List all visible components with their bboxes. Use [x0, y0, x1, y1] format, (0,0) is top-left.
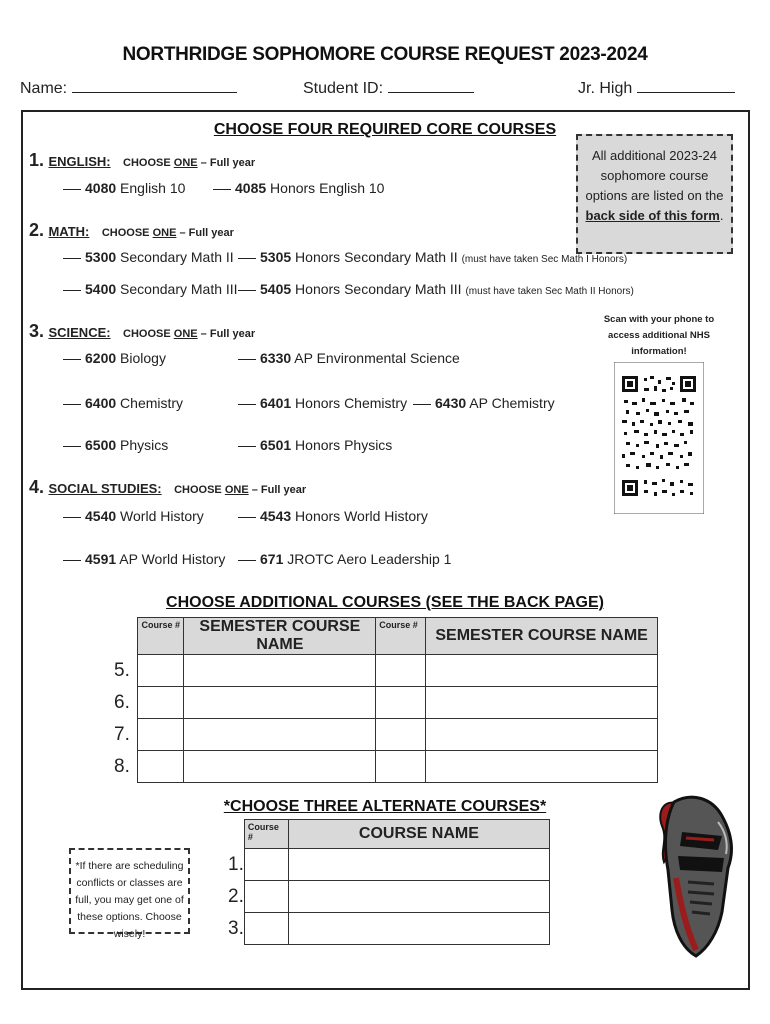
option-4540[interactable] — [63, 508, 204, 524]
additional-courses-table — [108, 617, 658, 783]
option-code: 5400 — [85, 281, 117, 297]
row-number: 5. — [108, 655, 138, 687]
option-label: Honors English 10 — [270, 180, 385, 196]
col-alt-course-number: Course # — [244, 820, 288, 849]
option-label: JROTC Aero Leadership 1 — [287, 551, 452, 567]
course-name-cell[interactable] — [288, 849, 549, 881]
col-course-number: Course # — [138, 618, 184, 655]
math-label: MATH: — [48, 224, 90, 239]
option-code: 6500 — [85, 437, 117, 453]
info-text: All additional 2023-24 sophomore course options are listed on the — [585, 148, 724, 203]
option-label: AP World History — [119, 551, 226, 567]
course-number-cell[interactable] — [376, 655, 426, 687]
table-row — [108, 719, 658, 751]
course-number-cell[interactable] — [138, 687, 184, 719]
option-label: English 10 — [120, 180, 186, 196]
option-code: 6400 — [85, 395, 117, 411]
option-code: 4080 — [85, 180, 117, 196]
option-code: 5305 — [260, 249, 292, 265]
qr-code-icon[interactable] — [614, 362, 704, 514]
alternate-courses-table — [222, 819, 550, 945]
student-id-field[interactable] — [303, 78, 474, 98]
course-number-cell[interactable] — [376, 751, 426, 783]
row-number: 7. — [108, 719, 138, 751]
page-title: NORTHRIDGE SOPHOMORE COURSE REQUEST 2023-2024 — [122, 44, 648, 65]
course-number-cell[interactable] — [244, 849, 288, 881]
option-code: 6430 — [435, 395, 467, 411]
english-choose-one: ONE — [173, 157, 198, 169]
core-heading: CHOOSE FOUR REQUIRED CORE COURSES — [213, 121, 557, 138]
option-label: Honors World History — [295, 508, 428, 524]
english-label: ENGLISH: — [48, 154, 111, 169]
student-id-blank[interactable] — [388, 78, 474, 93]
option-6400[interactable] — [63, 395, 183, 411]
option-5305[interactable] — [238, 249, 627, 265]
table-row — [108, 687, 658, 719]
option-label: World History — [120, 508, 204, 524]
option-code: 671 — [260, 551, 284, 567]
option-code: 4085 — [235, 180, 267, 196]
math-number: 2. — [29, 220, 45, 240]
name-blank[interactable] — [72, 78, 237, 93]
row-number: 1. — [222, 849, 244, 881]
science-choose-pre: CHOOSE — [123, 328, 174, 340]
option-code: 4591 — [85, 551, 117, 567]
science-number: 3. — [29, 321, 45, 341]
info-text-end: . — [719, 208, 724, 223]
course-number-cell[interactable] — [244, 881, 288, 913]
option-4591[interactable] — [63, 551, 225, 567]
course-number-cell[interactable] — [244, 913, 288, 945]
course-name-cell[interactable] — [184, 719, 376, 751]
option-4080[interactable] — [63, 180, 185, 196]
knight-helmet-icon — [652, 792, 738, 960]
jr-high-label: Jr. High — [578, 80, 633, 97]
name-field[interactable] — [20, 78, 237, 98]
option-label: Honors Physics — [295, 437, 393, 453]
science-choose-post: – Full year — [197, 328, 256, 340]
col-alt-course-name: COURSE NAME — [288, 820, 549, 849]
social-choose-one: ONE — [224, 484, 249, 496]
course-name-cell[interactable] — [184, 687, 376, 719]
math-choose-one: ONE — [152, 227, 177, 239]
social-label: SOCIAL STUDIES: — [48, 481, 162, 496]
social-number: 4. — [29, 477, 45, 497]
jr-high-field[interactable] — [578, 78, 735, 98]
course-number-cell[interactable] — [138, 655, 184, 687]
qr-caption: Scan with your phone to access additional NHS information! — [603, 314, 715, 357]
table-row — [222, 913, 550, 945]
course-number-cell[interactable] — [376, 719, 426, 751]
option-6330[interactable] — [238, 350, 460, 366]
course-number-cell[interactable] — [138, 751, 184, 783]
table-row — [222, 881, 550, 913]
option-label: AP Chemistry — [469, 395, 555, 411]
course-name-cell[interactable] — [426, 719, 658, 751]
option-code: 6200 — [85, 350, 117, 366]
option-6200[interactable] — [63, 350, 166, 366]
option-671[interactable] — [238, 551, 451, 567]
option-5300[interactable] — [63, 249, 234, 265]
math-choose-pre: CHOOSE — [101, 227, 153, 239]
course-name-cell[interactable] — [184, 655, 376, 687]
social-choose-pre: CHOOSE — [174, 484, 225, 496]
course-name-cell[interactable] — [426, 751, 658, 783]
option-6501[interactable] — [238, 437, 392, 453]
option-label: AP Environmental Science — [294, 350, 460, 366]
option-label: Secondary Math II — [120, 249, 234, 265]
course-name-cell[interactable] — [184, 751, 376, 783]
additional-heading: CHOOSE ADDITIONAL COURSES (SEE THE BACK PAGE) — [166, 594, 604, 611]
option-label: Secondary Math III — [120, 281, 238, 297]
alternates-heading: *CHOOSE THREE ALTERNATE COURSES* — [223, 798, 547, 815]
option-note: (must have taken Sec Math I Honors) — [461, 254, 628, 265]
option-code: 6401 — [260, 395, 292, 411]
student-id-label: Student ID: — [303, 80, 384, 97]
col-semester-course-name: SEMESTER COURSE NAME — [184, 618, 376, 655]
row-number: 6. — [108, 687, 138, 719]
science-label: SCIENCE: — [48, 325, 111, 340]
option-code: 6330 — [260, 350, 292, 366]
option-label: Honors Secondary Math II — [295, 249, 458, 265]
back-side-info-box — [576, 134, 733, 254]
table-row — [108, 655, 658, 687]
row-number: 2. — [222, 881, 244, 913]
science-choose-one: ONE — [173, 328, 198, 340]
option-code: 4540 — [85, 508, 117, 524]
option-note: (must have taken Sec Math II Honors) — [465, 286, 634, 297]
option-code: 4543 — [260, 508, 292, 524]
course-number-cell[interactable] — [376, 687, 426, 719]
option-label: Chemistry — [120, 395, 184, 411]
english-number: 1. — [29, 150, 45, 170]
option-5400[interactable] — [63, 281, 238, 297]
english-choose-post: – Full year — [197, 157, 256, 169]
math-choose-post: – Full year — [176, 227, 234, 239]
option-code: 6501 — [260, 437, 292, 453]
table-row — [108, 751, 658, 783]
table-row — [222, 849, 550, 881]
science-section-header — [29, 321, 255, 342]
course-number-cell[interactable] — [138, 719, 184, 751]
course-name-cell[interactable] — [288, 913, 549, 945]
option-6430[interactable] — [413, 395, 555, 411]
option-6401[interactable] — [238, 395, 407, 411]
course-name-cell[interactable] — [288, 881, 549, 913]
english-section-header — [29, 150, 255, 171]
col-course-number-2: Course # — [376, 618, 426, 655]
english-choose-pre: CHOOSE — [123, 157, 174, 169]
col-semester-course-name-2: SEMESTER COURSE NAME — [426, 618, 658, 655]
option-label: Physics — [120, 437, 169, 453]
math-section-header — [29, 220, 234, 241]
option-5405[interactable] — [238, 281, 634, 297]
course-name-cell[interactable] — [426, 687, 658, 719]
social-choose-post: – Full year — [248, 484, 307, 496]
option-code: 5300 — [85, 249, 117, 265]
option-label: Honors Chemistry — [295, 395, 408, 411]
back-side-link: back side of this form — [585, 208, 720, 223]
option-4085[interactable] — [213, 180, 384, 196]
option-6500[interactable] — [63, 437, 168, 453]
alternate-note: *If there are scheduling conflicts or classes are full, you may get one of these options. Choose wisely! — [69, 848, 190, 934]
option-code: 5405 — [260, 281, 292, 297]
course-name-cell[interactable] — [426, 655, 658, 687]
option-4543[interactable] — [238, 508, 428, 524]
option-label: Biology — [120, 350, 166, 366]
jr-high-blank[interactable] — [637, 78, 735, 93]
row-number: 8. — [108, 751, 138, 783]
name-label: Name: — [20, 80, 68, 97]
row-number: 3. — [222, 913, 244, 945]
option-label: Honors Secondary Math III — [295, 281, 462, 297]
social-section-header — [29, 477, 306, 498]
